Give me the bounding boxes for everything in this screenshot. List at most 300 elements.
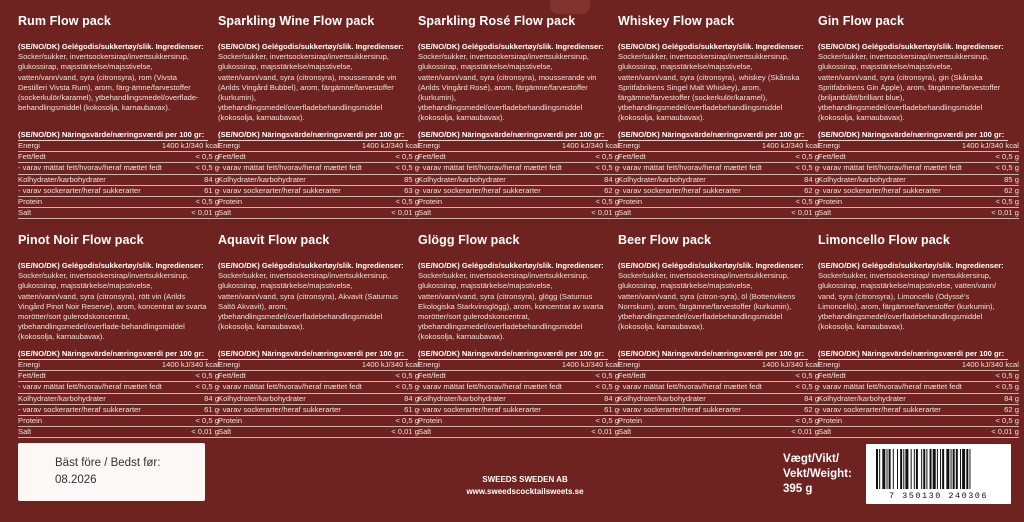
ingredients-header: (SE/NO/DK) Gelégodis/sukkertøy/slik. Ingredienser: bbox=[418, 42, 604, 51]
nutrition-row bbox=[418, 152, 619, 163]
barcode-bar bbox=[911, 449, 912, 489]
barcode-bar bbox=[942, 449, 944, 489]
barcode-bar bbox=[937, 449, 938, 489]
nutrition-value: 61 g bbox=[362, 404, 419, 415]
barcode-bar bbox=[903, 449, 904, 489]
nutrition-row bbox=[418, 174, 619, 185]
nutrition-label: - varav sockerarter/heraf sukkerarter bbox=[18, 185, 162, 196]
weight-label-1: Vægt/Vikt/ bbox=[783, 453, 840, 465]
nutrition-label: Salt bbox=[418, 427, 562, 438]
barcode-bar bbox=[956, 449, 958, 489]
barcode-bar bbox=[882, 449, 885, 489]
nutrition-label: Fett/fedt bbox=[618, 371, 762, 382]
nutrition-value: < 0,01 g bbox=[962, 208, 1019, 219]
nutrition-label: Fett/fedt bbox=[418, 152, 562, 163]
nutrition-value: < 0,01 g bbox=[962, 427, 1019, 438]
nutrition-value: < 0,5 g bbox=[962, 382, 1019, 393]
barcode-bar bbox=[905, 449, 908, 489]
nutrition-value: 62 g bbox=[762, 404, 819, 415]
nutrition-row bbox=[618, 152, 819, 163]
nutrition-value: 1400 kJ/340 kcal bbox=[361, 360, 419, 369]
nutrition-row bbox=[18, 382, 219, 393]
nutrition-table bbox=[618, 141, 819, 219]
nutrition-label: - varav mättat fett/hvorav/heraf mættet fedt bbox=[18, 382, 162, 392]
nutrition-header: (SE/NO/DK) Näringsvärde/næringsværdi per 100 gr: bbox=[18, 349, 208, 360]
barcode-bar bbox=[960, 449, 961, 489]
barcode-bar bbox=[893, 449, 894, 489]
nutrition-label: Kolhydrater/karbohydrater bbox=[418, 393, 562, 404]
nutrition-value: 84 g bbox=[562, 393, 619, 404]
pack-panel bbox=[418, 14, 619, 219]
nutrition-row bbox=[18, 152, 219, 163]
nutrition-value: 1400 kJ/340 kcal bbox=[161, 360, 219, 369]
nutrition-table bbox=[418, 141, 619, 219]
nutrition-row bbox=[818, 197, 1019, 208]
pack-title: Gin Flow pack bbox=[818, 14, 905, 28]
nutrition-table bbox=[818, 141, 1019, 219]
nutrition-value: < 0,5 g bbox=[362, 382, 419, 393]
nutrition-row bbox=[618, 427, 819, 438]
ingredients-text bbox=[218, 261, 408, 349]
nutrition-label: Fett/fedt bbox=[818, 371, 962, 382]
nutrition-value: < 0,5 g bbox=[362, 197, 419, 208]
nutrition-row bbox=[818, 393, 1019, 404]
nutrition-value: < 0,5 g bbox=[162, 416, 219, 427]
nutrition-value: < 0,5 g bbox=[562, 163, 619, 174]
nutrition-value: < 0,5 g bbox=[162, 371, 219, 382]
nutrition-label: Fett/fedt bbox=[218, 371, 362, 382]
ingredients-list: Socker/sukker, invertsockersirap/invertsukkersirup, glukossirap, majsstärkelse/majsstivelse, vatten/vann/vand, syra (citronsyra), Akvavit (Saturnus Saltö Akvavit), arom, ytbehandlingsmedel/overfladebehandlingsmiddel (kokosolja, karnaubavax). bbox=[218, 271, 398, 332]
nutrition-label: Kolhydrater/karbohydrater bbox=[818, 174, 962, 185]
nutrition-row bbox=[818, 360, 1019, 371]
nutrition-label: - varav sockerarter/heraf sukkerarter bbox=[618, 185, 762, 196]
nutrition-row bbox=[818, 404, 1019, 415]
nutrition-row bbox=[618, 141, 819, 152]
nutrition-table bbox=[818, 360, 1019, 438]
nutrition-row bbox=[818, 163, 1019, 174]
barcode-bar bbox=[887, 449, 888, 489]
weight-value: 395 g bbox=[783, 483, 813, 495]
nutrition-label: Fett/fedt bbox=[218, 152, 362, 163]
nutrition-value: < 0,5 g bbox=[962, 416, 1019, 427]
nutrition-row bbox=[18, 174, 219, 185]
nutrition-label: - varav mättat fett/hvorav/heraf mættet fedt bbox=[618, 382, 762, 392]
ingredients-text bbox=[418, 42, 608, 130]
nutrition-value: < 0,5 g bbox=[162, 152, 219, 163]
nutrition-table bbox=[418, 360, 619, 438]
nutrition-value: < 0,01 g bbox=[562, 427, 619, 438]
nutrition-header: (SE/NO/DK) Näringsvärde/næringsværdi per 100 gr: bbox=[818, 349, 1008, 360]
nutrition-label: Salt bbox=[218, 427, 362, 438]
ingredients-text bbox=[18, 42, 208, 130]
nutrition-label: Salt bbox=[18, 427, 162, 438]
nutrition-value: < 0,5 g bbox=[762, 163, 819, 174]
nutrition-row bbox=[618, 393, 819, 404]
nutrition-value: < 0,5 g bbox=[762, 197, 819, 208]
nutrition-value: < 0,01 g bbox=[562, 208, 619, 219]
barcode-bar bbox=[876, 449, 878, 489]
barcode-digits: 7 350130 240306 bbox=[888, 491, 988, 501]
nutrition-value: < 0,5 g bbox=[762, 416, 819, 427]
pack-title: Aquavit Flow pack bbox=[218, 233, 330, 247]
nutrition-row bbox=[218, 141, 419, 152]
nutrition-row bbox=[218, 197, 419, 208]
best-before-box bbox=[18, 443, 205, 501]
ingredients-header: (SE/NO/DK) Gelégodis/sukkertøy/slik. Ingredienser: bbox=[218, 42, 404, 51]
nutrition-row bbox=[18, 416, 219, 427]
company-url: www.sweedscocktailsweets.se bbox=[466, 487, 584, 496]
nutrition-label: Energi bbox=[418, 141, 562, 152]
nutrition-label: - varav mättat fett/hvorav/heraf mættet fedt bbox=[218, 163, 362, 173]
nutrition-label: Kolhydrater/karbohydrater bbox=[818, 393, 962, 404]
nutrition-header: (SE/NO/DK) Näringsvärde/næringsværdi per 100 gr: bbox=[618, 130, 808, 141]
nutrition-label: - varav mättat fett/hvorav/heraf mættet fedt bbox=[818, 382, 962, 392]
ingredients-header: (SE/NO/DK) Gelégodis/sukkertøy/slik. Ingredienser: bbox=[418, 261, 604, 270]
nutrition-row bbox=[618, 208, 819, 219]
nutrition-row bbox=[18, 360, 219, 371]
nutrition-table bbox=[218, 360, 419, 438]
nutrition-label: Fett/fedt bbox=[418, 371, 562, 382]
weight-label-2: Vekt/Weight: bbox=[783, 468, 852, 480]
nutrition-row bbox=[818, 185, 1019, 196]
pack-panel bbox=[818, 14, 1019, 219]
barcode-bar bbox=[951, 449, 952, 489]
nutrition-label: Kolhydrater/karbohydrater bbox=[218, 393, 362, 404]
nutrition-label: - varav mättat fett/hvorav/heraf mættet fedt bbox=[18, 163, 162, 173]
pack-panel bbox=[818, 233, 1019, 438]
nutrition-value: < 0,5 g bbox=[362, 152, 419, 163]
nutrition-value: 1400 kJ/340 kcal bbox=[761, 360, 819, 369]
nutrition-row bbox=[618, 163, 819, 174]
company-name: SWEEDS SWEDEN AB bbox=[482, 475, 568, 484]
ingredients-text bbox=[818, 261, 1008, 349]
nutrition-value: < 0,5 g bbox=[562, 382, 619, 393]
nutrition-row bbox=[418, 416, 619, 427]
nutrition-value: 62 g bbox=[962, 404, 1019, 415]
nutrition-value: 1400 kJ/340 kcal bbox=[961, 360, 1019, 369]
nutrition-value: < 0,5 g bbox=[162, 382, 219, 393]
barcode-bar bbox=[930, 449, 932, 489]
nutrition-label: - varav mättat fett/hvorav/heraf mættet fedt bbox=[418, 163, 562, 173]
ingredients-text bbox=[218, 42, 408, 130]
nutrition-label: Protein bbox=[218, 197, 362, 208]
nutrition-row bbox=[818, 174, 1019, 185]
nutrition-value: 1400 kJ/340 kcal bbox=[361, 141, 419, 150]
barcode-bar bbox=[933, 449, 936, 489]
nutrition-header: (SE/NO/DK) Näringsvärde/næringsværdi per 100 gr: bbox=[418, 349, 608, 360]
nutrition-row bbox=[18, 371, 219, 382]
ingredients-list: Socker/sukker, invertsockersirap/invertsukkersirup, glukossirap, majsstärkelse/majsstivelse, vatten/vann/vand, syra (citronsyra), whiskey (Skånska Spritfabrikens Singel Malt Whiskey), arom, färgämne/farvestoffer (sockerkulör/karamel), ytbehandlingsmedel/overfladebehandlingsmiddel (kokosolja, karnaubavax). bbox=[618, 52, 800, 123]
nutrition-row bbox=[18, 163, 219, 174]
ingredients-text bbox=[818, 42, 1008, 130]
nutrition-row bbox=[218, 393, 419, 404]
nutrition-value: 84 g bbox=[762, 174, 819, 185]
pack-panel bbox=[618, 14, 819, 219]
barcode-bar bbox=[926, 449, 927, 489]
nutrition-label: Protein bbox=[818, 416, 962, 427]
barcode-bar bbox=[916, 449, 918, 489]
nutrition-row bbox=[818, 141, 1019, 152]
nutrition-row bbox=[18, 404, 219, 415]
barcode-bar bbox=[900, 449, 902, 489]
nutrition-label: - varav sockerarter/heraf sukkerarter bbox=[218, 185, 362, 196]
nutrition-value: 85 g bbox=[962, 174, 1019, 185]
barcode-bar bbox=[914, 449, 915, 489]
nutrition-label: Energi bbox=[18, 141, 162, 152]
nutrition-value: 62 g bbox=[962, 185, 1019, 196]
nutrition-label: Kolhydrater/karbohydrater bbox=[618, 174, 762, 185]
nutrition-row bbox=[818, 382, 1019, 393]
nutrition-value: < 0,5 g bbox=[762, 382, 819, 393]
nutrition-header: (SE/NO/DK) Näringsvärde/næringsværdi per 100 gr: bbox=[218, 130, 408, 141]
nutrition-label: Energi bbox=[818, 141, 962, 152]
nutrition-label: Salt bbox=[218, 208, 362, 219]
nutrition-row bbox=[818, 208, 1019, 219]
ingredients-header: (SE/NO/DK) Gelégodis/sukkertøy/slik. Ingredienser: bbox=[818, 261, 1004, 270]
nutrition-row bbox=[218, 185, 419, 196]
nutrition-value: < 0,5 g bbox=[362, 416, 419, 427]
nutrition-row bbox=[418, 404, 619, 415]
barcode-bar bbox=[953, 449, 955, 489]
nutrition-label: Energi bbox=[218, 141, 362, 152]
nutrition-row bbox=[18, 427, 219, 438]
nutrition-label: Kolhydrater/karbohydrater bbox=[18, 393, 162, 404]
ingredients-text bbox=[618, 261, 808, 349]
barcode-bar bbox=[921, 449, 922, 489]
nutrition-value: < 0,5 g bbox=[562, 197, 619, 208]
pack-title: Sparkling Rosé Flow pack bbox=[418, 14, 576, 28]
nutrition-value: 62 g bbox=[562, 185, 619, 196]
nutrition-row bbox=[618, 197, 819, 208]
nutrition-label: Salt bbox=[618, 208, 762, 219]
pack-panel bbox=[618, 233, 819, 438]
nutrition-value: 84 g bbox=[162, 393, 219, 404]
nutrition-header: (SE/NO/DK) Näringsvärde/næringsværdi per 100 gr: bbox=[218, 349, 408, 360]
ingredients-header: (SE/NO/DK) Gelégodis/sukkertøy/slik. Ingredienser: bbox=[18, 42, 204, 51]
nutrition-table bbox=[218, 141, 419, 219]
nutrition-label: - varav sockerarter/heraf sukkerarter bbox=[618, 404, 762, 415]
nutrition-row bbox=[418, 185, 619, 196]
nutrition-value: 1400 kJ/340 kcal bbox=[561, 141, 619, 150]
nutrition-row bbox=[18, 185, 219, 196]
nutrition-header: (SE/NO/DK) Näringsvärde/næringsværdi per 100 gr: bbox=[818, 130, 1008, 141]
nutrition-label: Fett/fedt bbox=[18, 371, 162, 382]
nutrition-label: Protein bbox=[618, 416, 762, 427]
nutrition-value: 61 g bbox=[162, 404, 219, 415]
barcode-bar bbox=[962, 449, 965, 489]
best-before-date: 08.2026 bbox=[55, 474, 97, 486]
nutrition-row bbox=[618, 185, 819, 196]
nutrition-row bbox=[18, 393, 219, 404]
ingredients-list: Socker/sukker, invertsockersirap/invertsukkersirup, glukossirap, majsstärkelse/majsstivelse, vatten/vann/vand, syra (citronsyra), rom (Vivsta Destilleri Vivsta Rum), arom, färg-ämne/farvestoffer (sockerkulör/karamel), ytbehandlingsmedel/overflade-behandlingsmiddel (kokosolja, karnaubavax). bbox=[18, 52, 199, 113]
nutrition-value: < 0,01 g bbox=[362, 427, 419, 438]
nutrition-value: 1400 kJ/340 kcal bbox=[761, 141, 819, 150]
nutrition-row bbox=[218, 404, 419, 415]
ingredients-list: Socker/sukker, invertsockersirap/invertsukkersirup, glukossirap, majsstärkelse/majsstivelse, vatten/vann/vand, syra (citronsyra), mousserande vin (Arilds Vingård Rosé), arom, färgämne/farvestoffer (kurkumin), ytbehandlingsmedel/overfladebehandlingsmiddel (kokosolja, karnaubavax). bbox=[418, 52, 597, 123]
nutrition-value: < 0,5 g bbox=[362, 371, 419, 382]
nutrition-value: 63 g bbox=[362, 185, 419, 196]
nutrition-value: 84 g bbox=[362, 393, 419, 404]
nutrition-label: Salt bbox=[818, 208, 962, 219]
nutrition-value: < 0,01 g bbox=[162, 208, 219, 219]
nutrition-value: 84 g bbox=[162, 174, 219, 185]
nutrition-row bbox=[418, 371, 619, 382]
nutrition-label: Fett/fedt bbox=[18, 152, 162, 163]
best-before-label: Bäst före / Bedst før: bbox=[55, 457, 161, 469]
ingredients-list: Socker/sukker, invertsockersirap/invertsukkersirup, glukossirap, majsstärkelse/majsstivelse, vatten/vann/vand, syra (citron-syra), öl (Bottenvikens Norrskum), arom, färgämne/farvestoffer (kurkumin), ytbehandlingsmedel/overfladebehandlingsmiddel (kokosolja, karnaubavax). bbox=[618, 271, 796, 332]
pack-title: Whiskey Flow pack bbox=[618, 14, 735, 28]
nutrition-row bbox=[618, 174, 819, 185]
nutrition-label: - varav sockerarter/heraf sukkerarter bbox=[218, 404, 362, 415]
nutrition-label: - varav sockerarter/heraf sukkerarter bbox=[818, 404, 962, 415]
nutrition-value: < 0,5 g bbox=[762, 152, 819, 163]
nutrition-label: Energi bbox=[618, 360, 762, 371]
nutrition-table bbox=[18, 360, 219, 438]
ingredients-header: (SE/NO/DK) Gelégodis/sukkertøy/slik. Ingredienser: bbox=[218, 261, 404, 270]
nutrition-row bbox=[218, 174, 419, 185]
nutrition-row bbox=[818, 152, 1019, 163]
nutrition-label: Protein bbox=[418, 197, 562, 208]
nutrition-value: < 0,01 g bbox=[362, 208, 419, 219]
barcode-bar bbox=[889, 449, 891, 489]
nutrition-value: 61 g bbox=[562, 404, 619, 415]
barcode-bar bbox=[940, 449, 941, 489]
nutrition-value: < 0,5 g bbox=[562, 152, 619, 163]
barcode-bar bbox=[923, 449, 925, 489]
barcode-bar bbox=[946, 449, 949, 489]
nutrition-value: < 0,5 g bbox=[362, 163, 419, 174]
nutrition-label: Fett/fedt bbox=[818, 152, 962, 163]
barcode-bar bbox=[897, 449, 898, 489]
nutrition-label: Energi bbox=[618, 141, 762, 152]
nutrition-value: < 0,5 g bbox=[962, 163, 1019, 174]
nutrition-label: - varav mättat fett/hvorav/heraf mættet fedt bbox=[218, 382, 362, 392]
nutrition-label: - varav sockerarter/heraf sukkerarter bbox=[418, 404, 562, 415]
nutrition-row bbox=[218, 416, 419, 427]
pack-title: Sparkling Wine Flow pack bbox=[218, 14, 375, 28]
pack-title: Rum Flow pack bbox=[18, 14, 111, 28]
nutrition-label: Kolhydrater/karbohydrater bbox=[418, 174, 562, 185]
ingredients-header: (SE/NO/DK) Gelégodis/sukkertøy/slik. Ingredienser: bbox=[818, 42, 1004, 51]
nutrition-row bbox=[618, 416, 819, 427]
nutrition-value: 1400 kJ/340 kcal bbox=[561, 360, 619, 369]
nutrition-label: Energi bbox=[418, 360, 562, 371]
pack-title: Limoncello Flow pack bbox=[818, 233, 950, 247]
nutrition-row bbox=[818, 371, 1019, 382]
ingredients-list: Socker/sukker, invertsockersirap/invertsukkersirup, glukossirap, majsstärkelse/majsstivelse, vatten/vann/vand, syra (citronsyra), rött vin (Arilds Vingård Pinot Noir Reserve), arom, koncentrat av svarta morötter/sort gulerodskoncentrat, ytbehandlingsmedel/overflade-behandlingsmiddel (kokosolja, karnaubavax). bbox=[18, 271, 207, 342]
nutrition-row bbox=[418, 197, 619, 208]
nutrition-header: (SE/NO/DK) Näringsvärde/næringsværdi per 100 gr: bbox=[618, 349, 808, 360]
nutrition-label: Salt bbox=[418, 208, 562, 219]
nutrition-row bbox=[218, 152, 419, 163]
nutrition-label: - varav sockerarter/heraf sukkerarter bbox=[418, 185, 562, 196]
nutrition-label: Protein bbox=[18, 416, 162, 427]
pack-panel bbox=[418, 233, 619, 438]
nutrition-label: Protein bbox=[218, 416, 362, 427]
pack-title: Glögg Flow pack bbox=[418, 233, 520, 247]
nutrition-row bbox=[618, 360, 819, 371]
nutrition-table bbox=[618, 360, 819, 438]
nutrition-label: Protein bbox=[418, 416, 562, 427]
nutrition-row bbox=[218, 371, 419, 382]
nutrition-row bbox=[418, 382, 619, 393]
ingredients-header: (SE/NO/DK) Gelégodis/sukkertøy/slik. Ingredienser: bbox=[618, 42, 804, 51]
net-weight bbox=[783, 452, 861, 497]
ingredients-list: Socker/sukker, invertsockersirap/invertsukkersirup, glukossirap, majsstärkelse/majsstivelse, vatten/vann/vand, syra (citronsyra), glögg (Saturnus Ekologiska Starkvinsglögg), arom, koncentrat av svarta morötter/sort gulerodskoncentrat, ytbehandlingsmedel/overfladebehandlingsmiddel (kokosolja, karnaubavax). bbox=[418, 271, 604, 342]
nutrition-label: - varav sockerarter/heraf sukkerarter bbox=[818, 185, 962, 196]
nutrition-value: < 0,5 g bbox=[562, 371, 619, 382]
nutrition-label: Salt bbox=[18, 208, 162, 219]
nutrition-row bbox=[618, 371, 819, 382]
ingredients-list: Socker/sukker, invertsockersirap/invertsukkersirup, glukossirap, majsstärkelse/majsstivelse, vatten/vann/vand, syra (citronsyra), gin (Skånska Spritfabrikens Gin Äpple), arom, färgämne/farvestoffer (briljantblått/brilliant blue), ytbehandlingsmedel/overfladebehandlingsmiddel (kokosolja, karnaubavax). bbox=[818, 52, 1001, 123]
nutrition-row bbox=[618, 382, 819, 393]
nutrition-value: < 0,01 g bbox=[162, 427, 219, 438]
ingredients-list: Socker/sukker, invertsockersirap/ invertsukkersirup, glukossirap, majsstärkelse/majsstivelse, vatten/vann/ vand, syra (citronsyra), Limoncello (Odyssé's Limoncello), arom, färgämne/farvestoffer (kurkumin), ytbehandlingsmedel/overfladebehandlingsmiddel (kokosolja, karnaubavax). bbox=[818, 271, 997, 332]
ingredients-header: (SE/NO/DK) Gelégodis/sukkertøy/slik. Ingredienser: bbox=[618, 261, 804, 270]
nutrition-value: 85 g bbox=[362, 174, 419, 185]
nutrition-row bbox=[418, 427, 619, 438]
ingredients-text bbox=[18, 261, 208, 349]
ingredients-header: (SE/NO/DK) Gelégodis/sukkertøy/slik. Ingredienser: bbox=[18, 261, 204, 270]
nutrition-row bbox=[218, 360, 419, 371]
nutrition-label: Protein bbox=[818, 197, 962, 208]
nutrition-label: - varav mättat fett/hvorav/heraf mættet fedt bbox=[818, 163, 962, 173]
nutrition-row bbox=[418, 393, 619, 404]
nutrition-label: Salt bbox=[818, 427, 962, 438]
nutrition-label: Energi bbox=[18, 360, 162, 371]
nutrition-value: < 0,5 g bbox=[162, 163, 219, 174]
pack-panel bbox=[218, 14, 419, 219]
nutrition-table bbox=[18, 141, 219, 219]
nutrition-row bbox=[418, 163, 619, 174]
nutrition-label: Fett/fedt bbox=[618, 152, 762, 163]
company-info bbox=[430, 474, 620, 498]
nutrition-value: 1400 kJ/340 kcal bbox=[961, 141, 1019, 150]
nutrition-row bbox=[418, 141, 619, 152]
nutrition-row bbox=[18, 197, 219, 208]
ingredients-text bbox=[618, 42, 808, 130]
barcode-bar bbox=[969, 449, 970, 489]
nutrition-header: (SE/NO/DK) Näringsvärde/næringsværdi per 100 gr: bbox=[18, 130, 208, 141]
nutrition-label: Energi bbox=[818, 360, 962, 371]
pack-panel bbox=[18, 14, 219, 219]
nutrition-row bbox=[218, 427, 419, 438]
pack-panel bbox=[18, 233, 219, 438]
nutrition-label: Kolhydrater/karbohydrater bbox=[18, 174, 162, 185]
barcode bbox=[866, 444, 1011, 504]
pack-title: Beer Flow pack bbox=[618, 233, 712, 247]
nutrition-row bbox=[18, 208, 219, 219]
nutrition-value: 84 g bbox=[962, 393, 1019, 404]
pack-title: Pinot Noir Flow pack bbox=[18, 233, 144, 247]
nutrition-label: - varav mättat fett/hvorav/heraf mættet fedt bbox=[618, 163, 762, 173]
nutrition-value: < 0,5 g bbox=[962, 371, 1019, 382]
nutrition-row bbox=[418, 360, 619, 371]
nutrition-row bbox=[418, 208, 619, 219]
nutrition-row bbox=[18, 141, 219, 152]
nutrition-row bbox=[218, 382, 419, 393]
nutrition-row bbox=[818, 416, 1019, 427]
nutrition-row bbox=[218, 163, 419, 174]
nutrition-label: Salt bbox=[618, 427, 762, 438]
nutrition-label: Kolhydrater/karbohydrater bbox=[218, 174, 362, 185]
nutrition-label: Kolhydrater/karbohydrater bbox=[618, 393, 762, 404]
nutrition-label: - varav mättat fett/hvorav/heraf mættet fedt bbox=[418, 382, 562, 392]
nutrition-label: Energi bbox=[218, 360, 362, 371]
nutrition-row bbox=[818, 427, 1019, 438]
ingredients-text bbox=[418, 261, 608, 349]
nutrition-value: < 0,5 g bbox=[962, 197, 1019, 208]
